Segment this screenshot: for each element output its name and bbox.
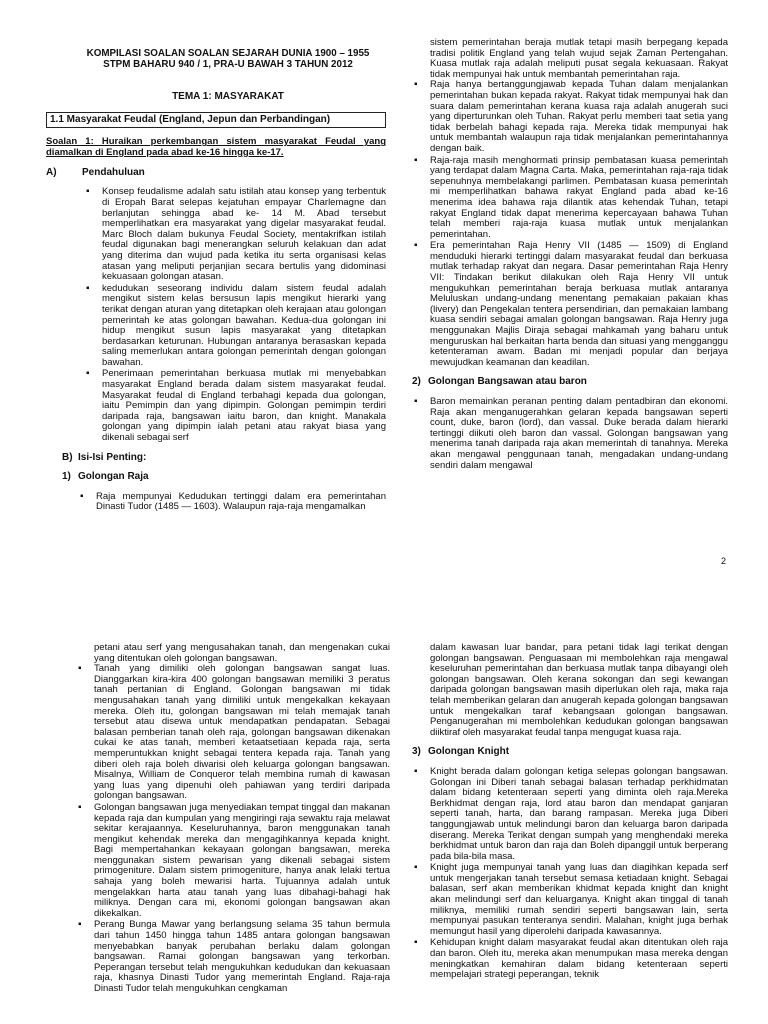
right-column [412,643,728,982]
subsection-2-heading [412,377,728,388]
header-line-1: KOMPILASI SOALAN SOALAN SEJARAH DUNIA 1900 – 1955 [86,48,370,59]
theme-title: TEMA 1: MASYARAKAT [172,91,284,102]
subsection-3-heading [412,747,728,758]
list-item: ▪ Knight juga mempunyai tanah yang luas dan diagihkan kepada serf untuk mengerjakan tanah tersebut semasa ketiadaan knight. Sebagai balasan, serf akan memberikan khidmat kepada knight dan knight akan melindungi serf dan keluarganya. Knight akan tinggal di tanah miliknya, memiliki rumah sendiri seperti bangsawan lain, serta mempunyai pasukan tenteranya sendiri. Malahan, knight juga berhak memungut hasil yang diperolehi daripada kawasannya. [412,863,728,937]
continued-paragraph: sistem pemerintahan beraja mutlak tetapi masih berpegang kepada tradisi politik England yang telah wujud sejak Zaman Pertengahan. Kuasa mutlak raja adalah meliputi pusat segala kekuasaan. Rakyat tidak mempunyai hak untuk membantah pemerintahan raja. [430,37,728,80]
bangsawan-bullet-list-start [412,397,728,471]
subsection-3-number: 3) [412,746,421,758]
list-item: ▪ Raja-raja masih menghormati prinsip pembatasan kuasa pemerintah yang terdapat dalam Magna Carta. Maka, pemerintahan raja-raja tidak sepenuhnya membelakangi parlimen. Pembatasan kuasa pemerintah mi memperlihatkan bahawa rakyat England pada abad ke-16 menerima idea bahawa raja dilantik atas kehendak Tuhan, tetapi rakyat England tidak dapat menerima kepercayaan bahawa Tuhan telah memberi raja-raja kuasa mutlak untuk menjalankan pemerintahan. [412,156,728,241]
list-item: ▪ Perang Bunga Mawar yang berlangsung selama 35 tahun bermula dari tahun 1450 hingga tahun 1485 antara golongan bangsawan menyebabkan banyak perubahan berlaku dalam golongan bangsawan. Ramai golongan bangsawan yang terkorban. Peperangan tersebut telah mengukuhkan kedudukan dan kekuasaan raja, khasnya Dinasti Tudor yang memerintah England. Raja-raja Dinasti Tudor telah mengukuhkan cengkaman [76,920,390,994]
subsection-2-title: Golongan Bangsawan atau baron [428,376,587,388]
bangsawan-bullet-list [76,664,390,994]
right-column [412,38,728,472]
list-item: ▪ Tanah yang dimiliki oleh golongan bangsawan sangat luas. Dianggarkan kira-kira 400 golongan bangsawan memiliki 3 peratus tanah pertanian di England. Golongan bangsawan mi tidak mengusahakan tanah yang dimiliki untuk mengekalkan kekayaan mereka. Oleh itu, golongan bangsawan mi telah memajak tanah tersebut atau disewa untuk mendapatkan pendapatan. Sebagai balasan pemberian tanah oleh raja, golongan bangsawan dikenakan cukai ke atas tanah, memberi ketaatsetiaan kepada raja, serta memperuntukkan knight sebagai tentera kepada raja. Tanah yang diberi oleh raja boleh diwarisi oleh keluarga golongan bangsawan. Misalnya, William de Conqueror telah membina rumah di kawasan yang luas yang dipenuhi oleh pahiawan yang terdiri daripada golongan bangsawan. [76,664,390,802]
list-item: ▪ Baron memainkan peranan penting dalam pentadbiran dan ekonomi. Raja akan menganugerahkan gelaran kepada bangsawan seperti count, duke, baron (lord), dan vassal. Duke berada dalam hierarki tertinggi diikuti oleh baron dan vassal. Golongan bangsawan yang menerima tanah daripada raja akan memerintah di tanahnya. Mereka akan mengawal penggunaan tanah, mengadakan undang-undang sendiri dalam mengawal [412,397,728,471]
raja-bullet-list-start [78,492,386,513]
list-item: ▪ Era pemerintahan Raja Henry VII (1485 — 1509) di England menduduki hierarki tertinggi dalam masyarakat feudal dan berkuasa mutlak terhadap rakyat dan negara. Dasar pemerintahan Raja Henry VII: Tindakan berikut dilakukan oleh Raja Henry VII untuk mengukuhkan pemerintahan beraja berkuasa mutlak antaranya Meluluskan undang-undang menentang pemakaian pakaian khas (livery) dan Pengekalan tentera persendirian, dan pemakaian lambang kuasa sendiri sebagai amalan golongan bangsawan. Raja Henry juga menggunakan Majlis Diraja sebagai mahkamah yang baharu untuk menguruskan hal berkaitan harta benda dan situasi yang mengganggu ketenteraman awam. Badan mi menjadi popular dan berjaya mewujudkan keamanan dan keadilan. [412,241,728,368]
section-a-title: Pendahuluan [82,166,145,178]
list-item: ▪ Golongan bangsawan juga menyediakan tempat tinggal dan makanan kepada raja dan kumpulan yang mengiringi raja sewaktu raja melawat sekitar kerajaannya. Keseluruhannya, baron menggunakan tanah mengikut kehendak mereka dan mengagihkannya kepada knight. Bagi mempertahankan kekayaan golongan bangsawan, mereka menggunakan sistem pewarisan yang dikenali sebagai sistem primogeniture. Dalam sistem primogeniture, hanya anak lelaki tertua sahaja yang boleh mewarisi harta. Tujuannya adalah untuk mengelakkan harta atau tanah yang luas dibahagi-bahagi hak miliknya. Dengan cara mi, ekonomi golongan bangsawan akan dikekalkan. [76,803,390,920]
left-column [46,48,386,514]
subsection-1-heading [62,472,386,483]
subsection-1-title: Golongan Raja [78,471,149,483]
subtopic-box: 1.1 Masyarakat Feudal (England, Jepun dan Perbandingan) [46,112,386,129]
page-number: 2 [720,556,726,566]
list-item: ▪ Kehidupan knight dalam masyarakat feudal akan ditentukan oleh raja dan baron. Oleh itu, mereka akan menumpukan masa mereka dengan meningkatkan kemahiran dalam bidang ketenteraan seperti mempelajari strategi peperangan, teknik [412,938,728,980]
section-b-heading [62,453,386,464]
continued-paragraph: petani atau serf yang mengusahakan tanah, dan mengenakan cukai yang ditentukan oleh golongan bangsawan. [94,642,390,664]
subsection-3-title: Golongan Knight [428,746,510,758]
section-b-number: B) [62,451,73,463]
raja-list-wrap [46,492,386,513]
left-column [76,643,390,996]
intro-bullet-list [84,187,386,443]
section-b-title: Isi-Isi Penting: [78,451,147,463]
list-item: ▪ Penerimaan pemerintahan berkuasa mutlak mi menyebabkan masyarakat England berada dalam sistem masyarakat feudal. Masyarakat feudal di England terbahagi kepada dua golongan, iaitu Pemimpin dan yang dipimpin. Golongan pemimpin terdiri daripada raja, bangsawan iaitu baron, dan knight. Manakala golongan yang dipimpin ialah petani atau rakyat biasa yang dikenali sebagai serf [84,369,386,443]
header-line-2: STPM BAHARU 940 / 1, PRA-U BAWAH 3 TAHUN 2012 [103,59,353,70]
section-a-number: A) [46,166,57,178]
document-header [70,48,386,70]
subsection-1-number: 1) [62,471,71,483]
knight-bullet-list [412,767,728,981]
list-item: ▪ Knight berada dalam golongan ketiga selepas golongan bangsawan. Golongan ini Diberi tanah sebagai balasan terhadap perkhidmatan dalam bidang ketenteraan seperti yang diminta oleh raja.Mereka Berkhidmat dengan raja, lord atau baron dan mendapat ganjaran seperti tanah, harta, dan barang rampasan. Mereka juga Diberi tanggungjawab untuk melindungi baron dan keluarga baron daripada diserang. Mereka Terikat dengan sumpah yang menghendaki mereka berkhidmat untuk baron dan raja dan Boleh dipanggil untuk berperang pada bila-bila masa. [412,767,728,862]
question-heading: Soalan 1: Huraikan perkembangan sistem masyarakat Feudal yang diamalkan di England pada abad ke-16 hingga ke-17. [46,136,386,158]
raja-bullet-list [412,80,728,368]
list-item: ▪ Konsep feudalisme adalah satu istilah atau konsep yang terbentuk di Eropah Barat selepas kejatuhan empayar Charlemagne dan berlanjutan sehingga abad ke- 14 M. Abad tersebut memperlihatkan era masyarakat yang digelar masyarakat feudal. Marc Bloch dalam bukunya Feudal Society, mentakrifkan istilah feudal digunakan bagi menerangkan seluruh kelakuan dan adat yang diterima dan wujud pada ketika itu serta organisasi kelas atasan yang meliputi perjanjian secara bertulis yang didominasi kekuasaan golongan atasan. [84,187,386,282]
continued-paragraph: dalam kawasan luar bandar, para petani tidak lagi terikat dengan golongan bangsawan. Penguasaan mi membolehkan raja mengawal keseluruhan pemerintahan dan berkuasa mutlak tanpa dibayangi oleh golongan bangsawan. Oleh kerana sokongan dan segi kewangan daripada golongan bangsawan masih diperlukan oleh raja, maka raja telah memberikan gelaran dan anugerah kepada golongan bangsawan untuk mengekalkan taraf kebangsaan golongan bangsawan. Penganugerahan mi membolehkan kedudukan golongan bangsawan diiktiraf oleh masyarakat feudal tanpa mengugat kuasa raja. [430,642,728,738]
subsection-2-number: 2) [412,376,421,388]
list-item: ▪ Raja hanya bertanggungjawab kepada Tuhan dalam menjalankan pemerintahan bukan kepada rakyat. Rakyat tidak mempunyai hak dan suara dalam pemerintahan kerana kuasa raja adalah anugerah suci yang diperturunkan oleh Tuhan. Rakyat perlu memberi taat setia yang tidak berbelah bahagi kepada raja. Mereka tidak mempunyai hak untuk membantah walaupun raja tidak menjalankan pemerintahannya dengan baik. [412,80,728,154]
list-item: ▪ Raja mempunyai Kedudukan tertinggi dalam era pemerintahan Dinasti Tudor (1485 — 1603). Walaupun raja-raja mengamalkan [78,492,386,513]
section-a-heading [46,168,386,179]
document-page-2 [0,600,768,1024]
intro-list-wrap [46,187,386,443]
list-item: ▪ kedudukan seseorang individu dalam sistem feudal adalah mengikut sistem kelas bersusun lapis mengikut hierarki yang terikat dengan aturan yang ditetapkan oleh kerajaan atau golongan pemerintah ke atas golongan bawahan. Kedua-dua golongan ini hidup mengikut susun lapis masyarakat yang ditetapkan berdasarkan keturunan. Hubungan antaranya berasaskan kepada saling memerlukan antara golongan pemerintah dengan golongan bawahan. [84,284,386,369]
page-gap [0,566,768,600]
